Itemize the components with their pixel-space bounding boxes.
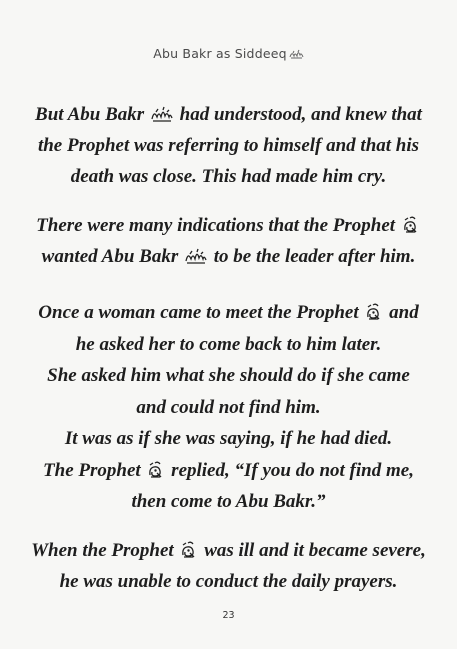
page-number: 23 bbox=[222, 610, 235, 621]
text-line bbox=[14, 210, 443, 241]
text-segment: was ill and it became severe, bbox=[199, 540, 426, 561]
radiyallahu-anhu-icon bbox=[185, 248, 207, 265]
text-segment: had understood, and knew that bbox=[174, 104, 422, 125]
text-line: She asked him what she should do if she came bbox=[47, 365, 410, 386]
text-line: death was close. This had made him cry. bbox=[70, 166, 387, 187]
paragraph-1 bbox=[14, 99, 443, 192]
book-title: Abu Bakr as Siddeeq bbox=[153, 46, 287, 61]
running-header bbox=[0, 46, 457, 61]
text-segment: There were many indications that the Prophet bbox=[36, 215, 400, 236]
text-segment: wanted Abu Bakr bbox=[41, 246, 183, 267]
text-line: he was unable to conduct the daily prayers. bbox=[59, 571, 398, 592]
text-line: he asked her to come back to him later. bbox=[75, 333, 382, 355]
text-segment: and bbox=[384, 302, 419, 323]
paragraph-3 bbox=[14, 297, 443, 518]
text-line: It was as if she was saying, if he had died. bbox=[64, 428, 393, 449]
text-line: and could not find him. bbox=[136, 396, 321, 418]
text-line bbox=[14, 297, 443, 329]
salallahu-alayhi-wasallam-icon bbox=[402, 215, 419, 234]
text-line: the Prophet was referring to himself and that his bbox=[37, 135, 420, 156]
text-segment: to be the leader after him. bbox=[208, 246, 416, 267]
text-line bbox=[14, 99, 443, 130]
text-segment: replied, “If you do not find me, bbox=[166, 459, 414, 481]
paragraph-4 bbox=[14, 535, 443, 597]
salallahu-alayhi-wasallam-icon bbox=[147, 460, 164, 479]
text-segment: But Abu Bakr bbox=[35, 104, 149, 125]
text-segment: The Prophet bbox=[43, 459, 146, 481]
radiyallahu-anhu-icon bbox=[151, 106, 173, 123]
radiyallahu-anhu-icon bbox=[289, 49, 304, 60]
text-line: then come to Abu Bakr.” bbox=[131, 491, 326, 512]
paragraph-2 bbox=[14, 210, 443, 272]
text-segment: When the Prophet bbox=[31, 540, 179, 561]
text-segment: Once a woman came to meet the Prophet bbox=[38, 302, 364, 323]
text-line bbox=[14, 535, 443, 566]
text-line bbox=[14, 241, 443, 272]
salallahu-alayhi-wasallam-icon bbox=[180, 540, 197, 559]
text-line bbox=[14, 455, 443, 487]
salallahu-alayhi-wasallam-icon bbox=[365, 302, 382, 321]
